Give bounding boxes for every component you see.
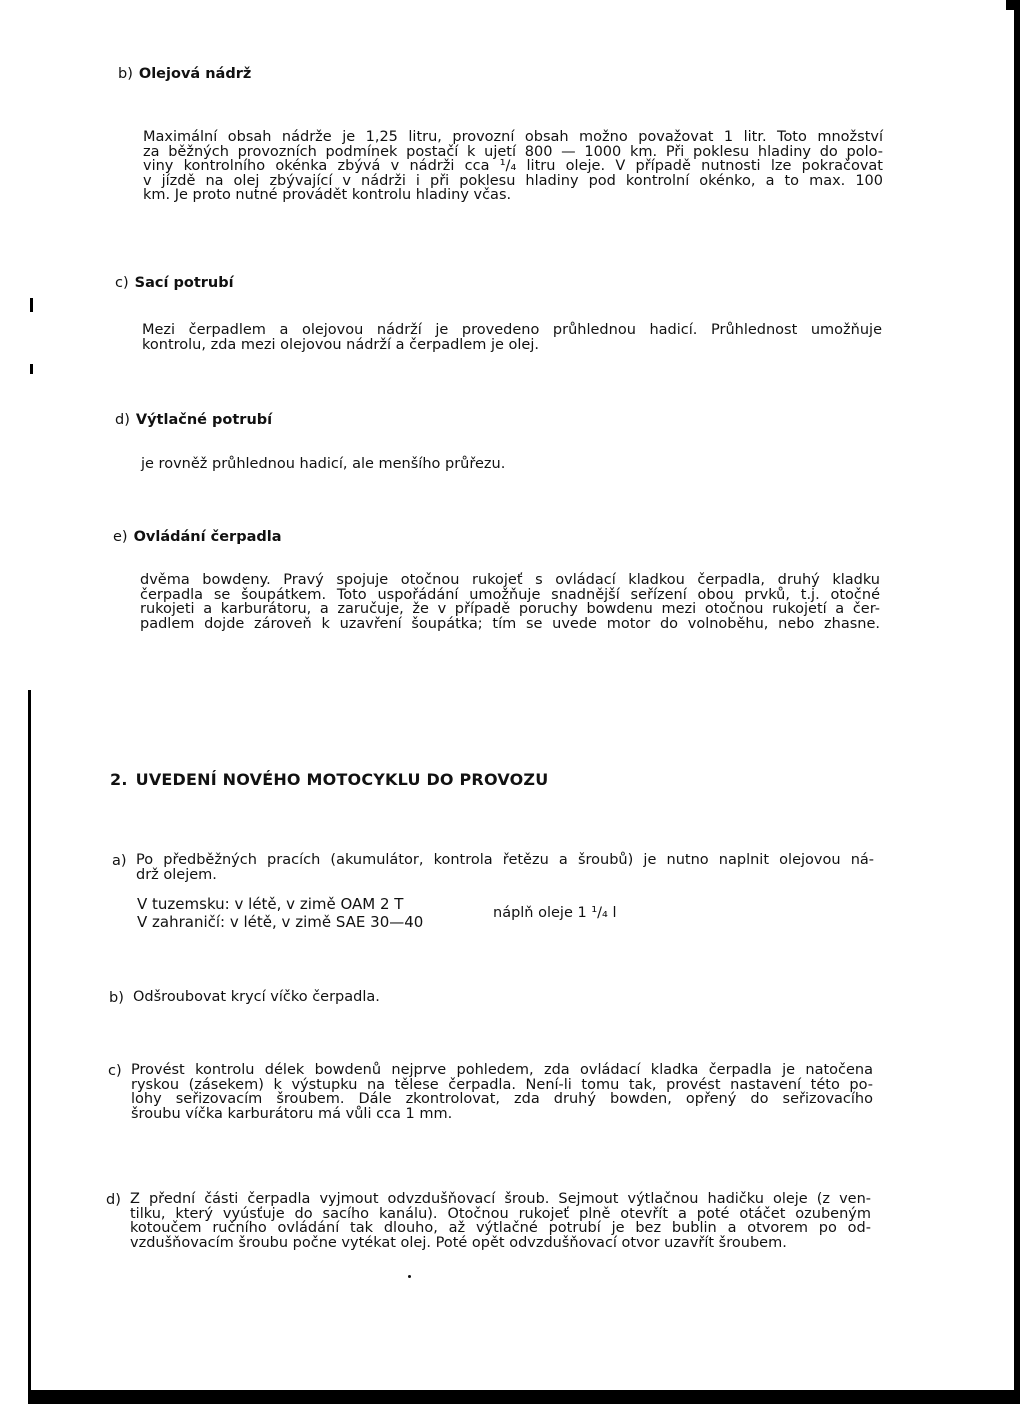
paragraph-line: šroubu víčka karburátoru má vůli cca 1 mm. — [131, 1105, 453, 1122]
section-c-letter: c) — [115, 275, 129, 291]
scan-edge-mark — [30, 364, 33, 374]
section-d-heading — [115, 412, 272, 428]
step-b-letter: b) — [109, 990, 124, 1006]
section-d-letter: d) — [115, 412, 130, 428]
paragraph-line: km. Je proto nutné provádět kontrolu hladiny včas. — [143, 187, 512, 203]
paragraph-line: Z přední části čerpadla vyjmout odvzdušňovací šroub. Sejmout výtlačnou hadičku oleje (z ven- — [130, 1191, 871, 1207]
paragraph-line: tilku, který vyúsťuje do sacího kanálu). Otočnou rukojeť plně otevřít a poté otáčet ozubeným — [130, 1205, 871, 1222]
step-d-paragraph — [130, 1192, 871, 1250]
step-c-paragraph — [131, 1063, 873, 1121]
paragraph-line: kontrolu, zda mezi olejovou nádrží a čerpadlem je olej. — [142, 336, 539, 353]
section-e-heading — [113, 529, 282, 545]
paragraph-line: Po předběžných pracích (akumulátor, kontrola řetězu a šroubů) je nutno naplnit olejovou ná- — [136, 852, 874, 868]
section-e-title: Ovládání čerpadla — [133, 529, 282, 545]
oil-spec-abroad: V zahraničí: v létě, v zimě SAE 30—40 — [137, 913, 424, 931]
chapter-title: UVEDENÍ NOVÉHO MOTOCYKLU DO PROVOZU — [135, 770, 549, 789]
scan-bottom-edge — [30, 1390, 1020, 1404]
paragraph-line: drž olejem. — [136, 866, 217, 883]
oil-spec-table — [137, 895, 423, 931]
section-c-paragraph — [142, 323, 882, 352]
chapter-heading — [110, 770, 548, 789]
paragraph-line: viny kontrolního okénka zbývá v nádrži cca ¹/₄ litru oleje. V případě nutnosti lze pokračovat — [143, 158, 883, 174]
section-b-paragraph — [143, 130, 883, 203]
paragraph-line: Provést kontrolu délek bowdenů nejprve pohledem, zda ovládací kladka čerpadla je natočena — [131, 1062, 873, 1078]
paragraph-line: vzdušňovacím šroubu počne vytékat olej. Poté opět odvzdušňovací otvor uzavřít šroubem. — [130, 1234, 787, 1251]
paragraph-line: ryskou (zásekem) k výstupku na tělese čerpadla. Není-li tomu tak, provést nastavení této po- — [131, 1076, 873, 1093]
scan-speck — [408, 1275, 411, 1278]
paragraph-line: lohy seřizovacím šroubem. Dále zkontrolovat, zda druhý bowden, opřený do seřizovacího — [131, 1091, 873, 1107]
paragraph-line: v jízdě na olej zbývající v nádrži i při poklesu hladiny pod kontrolní okénko, a to max. 100 — [143, 172, 883, 189]
scan-edge-mark — [30, 298, 33, 312]
section-d-paragraph — [141, 457, 641, 472]
section-c-heading — [115, 275, 234, 291]
paragraph-line: rukojeti a karburátoru, a zaručuje, že v případě poruchy bowdenu mezi otočnou rukojetí a čer- — [140, 601, 880, 617]
step-a-letter: a) — [112, 853, 127, 869]
section-e-paragraph — [140, 573, 880, 631]
oil-spec-domestic: V tuzemsku: v létě, v zimě OAM 2 T — [137, 895, 404, 913]
paragraph-line: padlem dojde zároveň k uzavření šoupátka; tím se uvede motor do volnoběhu, nebo zhasne. — [140, 615, 880, 632]
step-d-letter: d) — [106, 1192, 121, 1208]
paragraph-line: dvěma bowdeny. Pravý spojuje otočnou rukojeť s ovládací kladkou čerpadla, druhý kladku — [140, 572, 880, 588]
section-e-letter: e) — [113, 529, 128, 545]
paragraph-line: kotoučem ručního ovládání tak dlouho, až výtlačné potrubí je bez bublin a otvorem po od- — [130, 1220, 871, 1236]
section-d-title: Výtlačné potrubí — [135, 412, 273, 428]
paragraph-line: Mezi čerpadlem a olejovou nádrží je provedeno průhlednou hadicí. Průhlednost umožňuje — [142, 322, 882, 338]
step-c-letter: c) — [108, 1063, 122, 1079]
scan-left-edge — [28, 690, 31, 1404]
paragraph-line: za běžných provozních podmínek postačí k ujetí 800 — 1000 km. Při poklesu hladiny do polo- — [143, 143, 883, 160]
section-b-title: Olejová nádrž — [138, 66, 252, 82]
paragraph-line: čerpadla se šoupátkem. Toto uspořádání umožňuje snadnější seřízení obou prvků, t.j. otočné — [140, 586, 880, 603]
scan-right-edge — [1014, 0, 1020, 1404]
step-b-paragraph — [133, 990, 533, 1005]
section-b-letter: b) — [118, 66, 133, 82]
step-a-paragraph — [136, 853, 874, 882]
oil-fill-amount: náplň oleje 1 ¹/₄ l — [493, 905, 617, 921]
chapter-number: 2. — [110, 770, 128, 789]
paragraph-line: Maximální obsah nádrže je 1,25 litru, provozní obsah možno považovat 1 litr. Toto množství — [143, 129, 883, 145]
paragraph-line: Odšroubovat krycí víčko čerpadla. — [133, 989, 380, 1005]
paragraph-line: je rovněž průhlednou hadicí, ale menšího průřezu. — [141, 456, 506, 472]
section-c-title: Sací potrubí — [134, 275, 234, 291]
section-b-heading — [118, 66, 251, 82]
